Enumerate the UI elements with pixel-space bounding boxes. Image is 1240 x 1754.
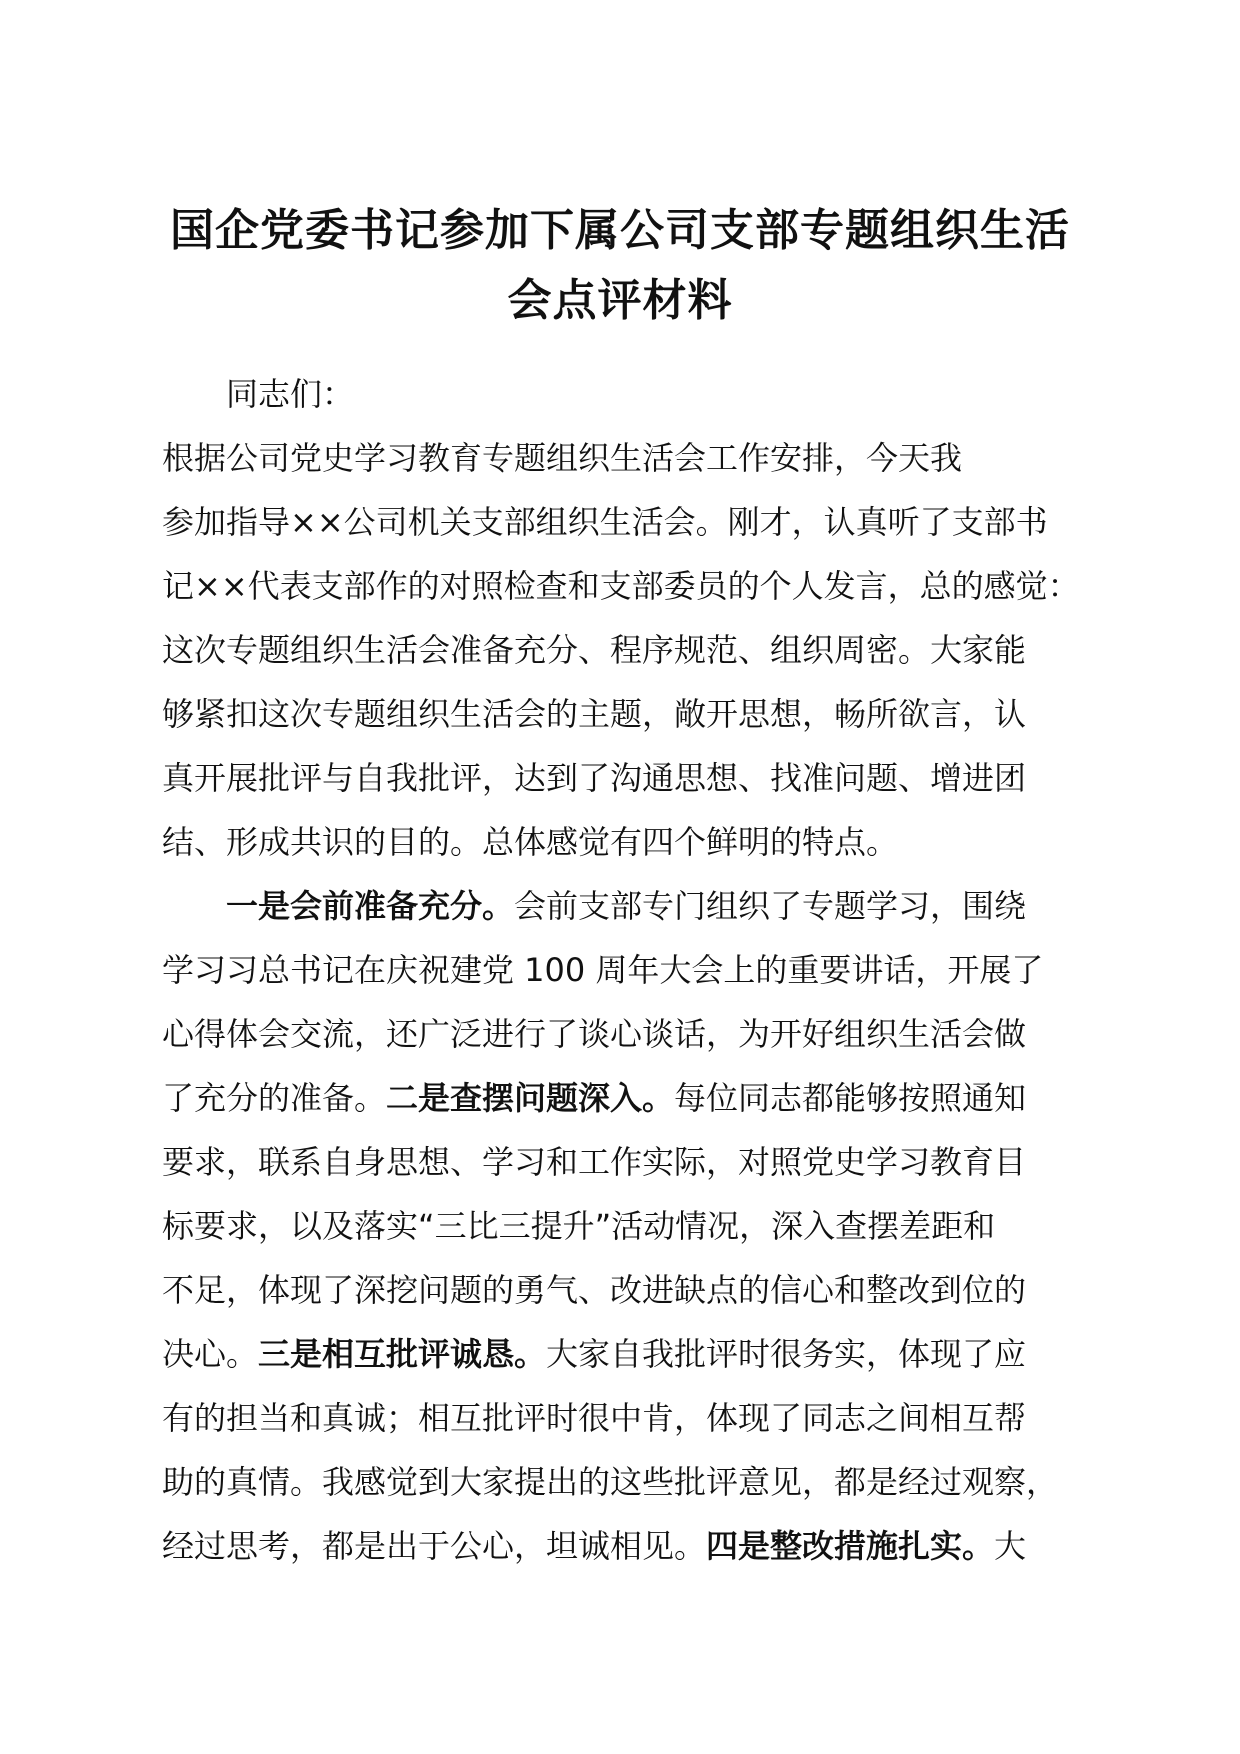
body-text-segment: 大家自我批评时很务实，体现了应	[546, 1335, 1027, 1373]
body-text-segment: 大	[994, 1527, 1027, 1565]
title-line-1: 国企党委书记参加下属公司支部专题组织生活	[170, 205, 1070, 256]
body-text-segment: 学习习总书记在庆祝建党 100 周年大会上的重要讲话，开展了	[162, 951, 1044, 989]
body-text-segment: 助的真情。我感觉到大家提出的这些批评意见，都是经过观察，	[162, 1463, 1059, 1501]
body-text-segment: 不足，体现了深挖问题的勇气、改进缺点的信心和整改到位的	[162, 1271, 1027, 1309]
body-text-segment: 决心。	[162, 1335, 259, 1373]
body-line	[162, 1002, 1122, 1066]
body-line	[162, 938, 1122, 1002]
body-line	[162, 426, 1122, 490]
salutation: 同志们：	[226, 375, 355, 413]
body-text-segment: 心得体会交流，还广泛进行了谈心谈话，为开好组织生活会做	[162, 1015, 1027, 1053]
body-line	[162, 1194, 1122, 1258]
bold-heading-text: 四是整改措施扎实。	[706, 1527, 995, 1565]
body-line	[162, 1066, 1122, 1130]
body-text-segment: 要求，联系自身思想、学习和工作实际，对照党史学习教育目	[162, 1143, 1027, 1181]
body-text-segment: 记××代表支部作的对照检查和支部委员的个人发言，总的感觉：	[162, 567, 1080, 605]
document-body	[162, 362, 1122, 1578]
body-line	[162, 1258, 1122, 1322]
document-title	[150, 196, 1090, 336]
body-text-segment: 会前支部专门组织了专题学习，围绕	[514, 887, 1027, 925]
bold-heading-text: 三是相互批评诚恳。	[258, 1335, 547, 1373]
body-text-segment: 结、形成共识的目的。总体感觉有四个鲜明的特点。	[162, 823, 899, 861]
body-line	[162, 1130, 1122, 1194]
body-line	[162, 490, 1122, 554]
body-line	[162, 810, 1122, 874]
body-line	[162, 554, 1122, 618]
title-line-2: 会点评材料	[507, 275, 733, 326]
body-text-segment: 经过思考，都是出于公心，坦诚相见。	[162, 1527, 707, 1565]
body-line	[162, 1322, 1122, 1386]
body-text-segment: 每位同志都能够按照通知	[674, 1079, 1027, 1117]
body-text-segment: 了充分的准备。	[162, 1079, 387, 1117]
body-text-segment: 有的担当和真诚；相互批评时很中肯，体现了同志之间相互帮	[162, 1399, 1027, 1437]
body-line	[162, 682, 1122, 746]
body-line	[162, 874, 1122, 938]
bold-heading-text: 一是会前准备充分。	[226, 887, 515, 925]
body-line	[162, 1514, 1122, 1578]
body-text-segment: 标要求，以及落实“三比三提升”活动情况，深入查摆差距和	[162, 1207, 996, 1245]
body-line	[162, 1386, 1122, 1450]
body-text-segment: 真开展批评与自我批评，达到了沟通思想、找准问题、增进团	[162, 759, 1027, 797]
bold-heading-text: 二是查摆问题深入。	[386, 1079, 675, 1117]
body-line	[162, 746, 1122, 810]
body-line	[162, 1450, 1122, 1514]
body-text-segment: 根据公司党史学习教育专题组织生活会工作安排，今天我	[162, 439, 963, 477]
body-text-segment: 参加指导××公司机关支部组织生活会。刚才，认真听了支部书	[162, 503, 1048, 541]
body-text-segment: 这次专题组织生活会准备充分、程序规范、组织周密。大家能	[162, 631, 1027, 669]
body-lines	[162, 426, 1122, 1578]
body-text-segment: 够紧扣这次专题组织生活会的主题，敞开思想，畅所欲言，认	[162, 695, 1027, 733]
body-line	[162, 618, 1122, 682]
